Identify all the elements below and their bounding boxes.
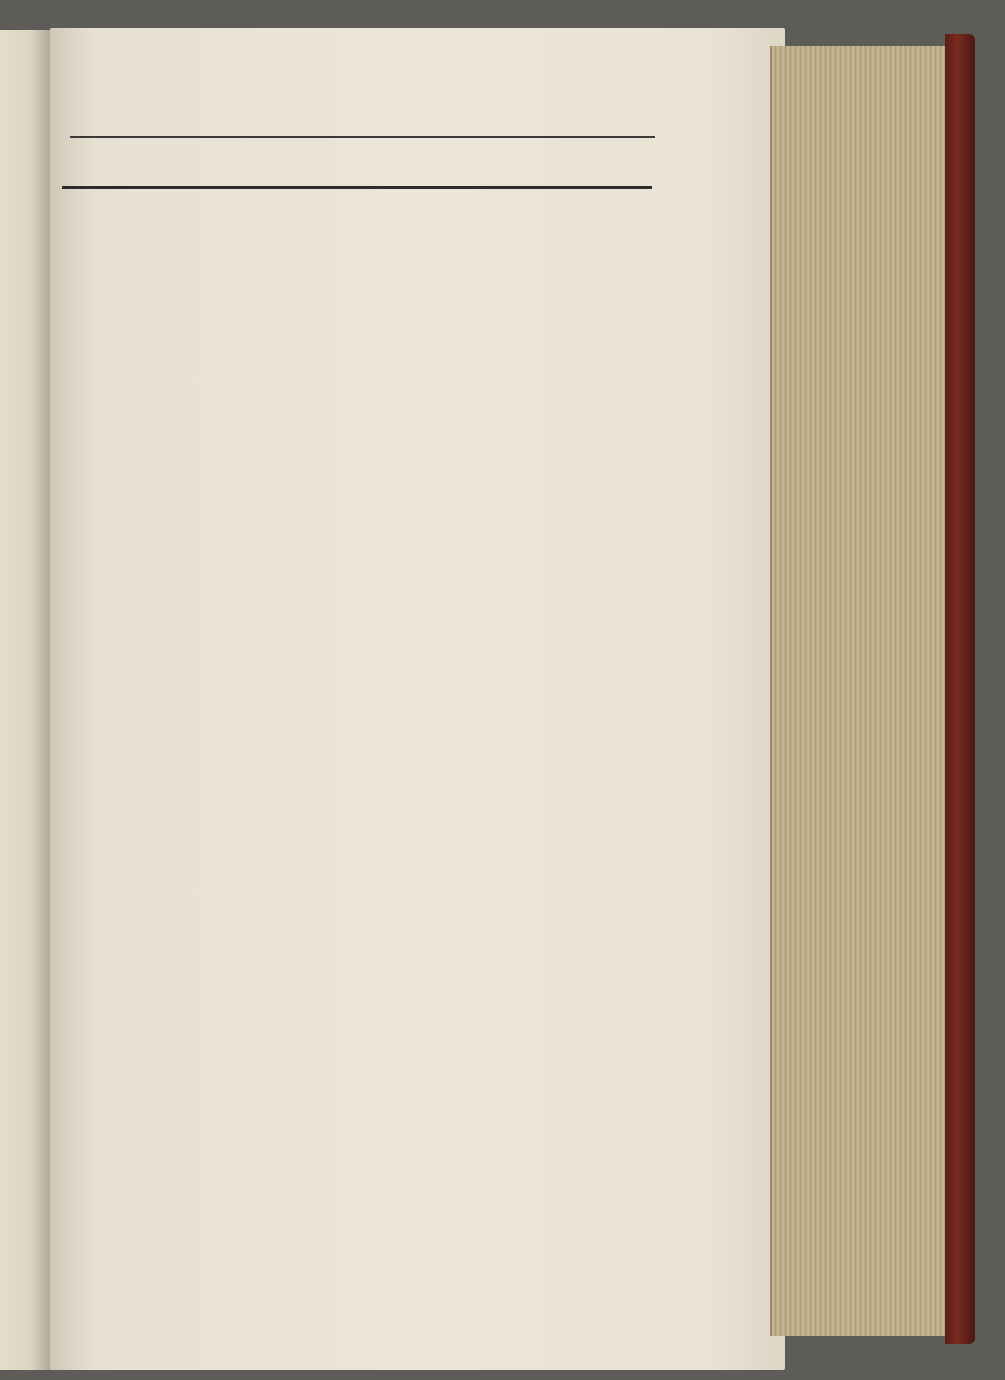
book-page xyxy=(50,28,785,1370)
book-cover-edge xyxy=(945,34,975,1344)
page-fore-edge xyxy=(770,46,952,1336)
header-rule-bottom xyxy=(62,186,652,189)
header-rule-top xyxy=(70,136,655,138)
